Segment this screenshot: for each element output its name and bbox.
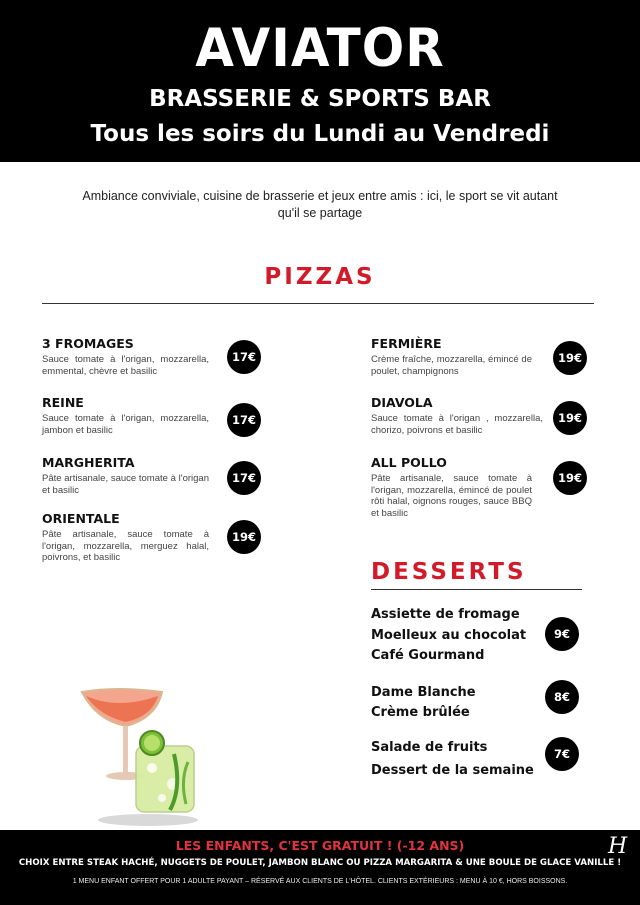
pizza-item xyxy=(371,455,532,519)
pizzas-title: PIZZAS xyxy=(264,264,376,290)
hotel-logo: H xyxy=(608,834,628,859)
pizza-item xyxy=(371,395,543,436)
price-badge: 9€ xyxy=(545,617,579,651)
pizza-name: DIAVOLA xyxy=(371,395,433,410)
dessert-item: Assiette de fromage xyxy=(371,607,520,622)
pizza-desc: Sauce tomate à l'origan, mozzarella, jambon et basilic xyxy=(42,413,209,436)
pizza-desc: Sauce tomate à l'origan , mozzarella, chorizo, poivrons et basilic xyxy=(371,413,543,436)
brand-name: AVIATOR xyxy=(195,17,445,79)
footer-banner xyxy=(0,830,640,905)
dessert-item: Dessert de la semaine xyxy=(371,763,534,778)
pizza-item xyxy=(42,336,209,377)
desserts-divider xyxy=(371,589,582,590)
dessert-item: Dame Blanche xyxy=(371,685,476,700)
pizza-item xyxy=(42,455,209,496)
cocktail-illustration xyxy=(78,680,218,830)
pizza-name: 3 FROMAGES xyxy=(42,336,134,351)
pizzas-divider xyxy=(42,303,594,304)
pizza-name: FERMIÈRE xyxy=(371,336,442,351)
pizza-name: MARGHERITA xyxy=(42,455,135,470)
header-tagline: Tous les soirs du Lundi au Vendredi xyxy=(90,121,550,147)
price-badge: 19€ xyxy=(553,341,587,375)
pizza-desc: Pâte artisanale, sauce tomate à l'origan, mozzarella, merguez halal, poivrons, et basilic xyxy=(42,529,209,563)
kids-headline: LES ENFANTS, C'EST GRATUIT ! (-12 ANS) xyxy=(175,838,465,853)
pizza-desc: Pâte artisanale, sauce tomate à l'origan et basilic xyxy=(42,473,209,496)
dessert-item: Café Gourmand xyxy=(371,648,485,663)
pizza-desc: Sauce tomate à l'origan, mozzarella, emmental, chèvre et basilic xyxy=(42,354,209,377)
pizza-item xyxy=(42,511,209,564)
header-subtitle: BRASSERIE & SPORTS BAR xyxy=(149,86,491,112)
kids-note: 1 MENU ENFANT OFFERT POUR 1 ADULTE PAYANT – RÉSERVÉ AUX CLIENTS DE L'HÔTEL. CLIENTS EXTÉRIEURS : MENU À 10 €, HORS BOISSONS. xyxy=(72,878,568,885)
price-badge: 7€ xyxy=(545,737,579,771)
price-badge: 19€ xyxy=(553,401,587,435)
price-badge: 17€ xyxy=(227,340,261,374)
pizza-desc: Pâte artisanale, sauce tomate à l'origan, mozzarella, émincé de poulet rôti halal, oignons rouges, sauce BBQ et basilic xyxy=(371,473,532,519)
pizza-name: ORIENTALE xyxy=(42,511,120,526)
pizza-name: ALL POLLO xyxy=(371,455,447,470)
dessert-item: Moelleux au chocolat xyxy=(371,628,527,643)
dessert-item: Salade de fruits xyxy=(371,740,488,755)
intro-text: Ambiance conviviale, cuisine de brasserie et jeux entre amis : ici, le sport se vit autant qu'il se partage xyxy=(82,189,558,220)
pizza-item xyxy=(371,336,532,377)
price-badge: 19€ xyxy=(553,461,587,495)
pizza-desc: Crème fraîche, mozzarella, émincé de poulet, champignons xyxy=(371,354,532,377)
pizza-item xyxy=(42,395,209,436)
price-badge: 19€ xyxy=(227,520,261,554)
pizza-name: REINE xyxy=(42,395,84,410)
price-badge: 17€ xyxy=(227,403,261,437)
price-badge: 17€ xyxy=(227,461,261,495)
kids-offer: CHOIX ENTRE STEAK HACHÉ, NUGGETS DE POULET, JAMBON BLANC OU PIZZA MARGARITA & UNE BOULE DE GLACE VANILLE ! xyxy=(18,858,622,868)
desserts-title: DESSERTS xyxy=(371,559,527,585)
dessert-item: Crème brûlée xyxy=(371,705,470,720)
header-banner xyxy=(0,0,640,162)
price-badge: 8€ xyxy=(545,680,579,714)
